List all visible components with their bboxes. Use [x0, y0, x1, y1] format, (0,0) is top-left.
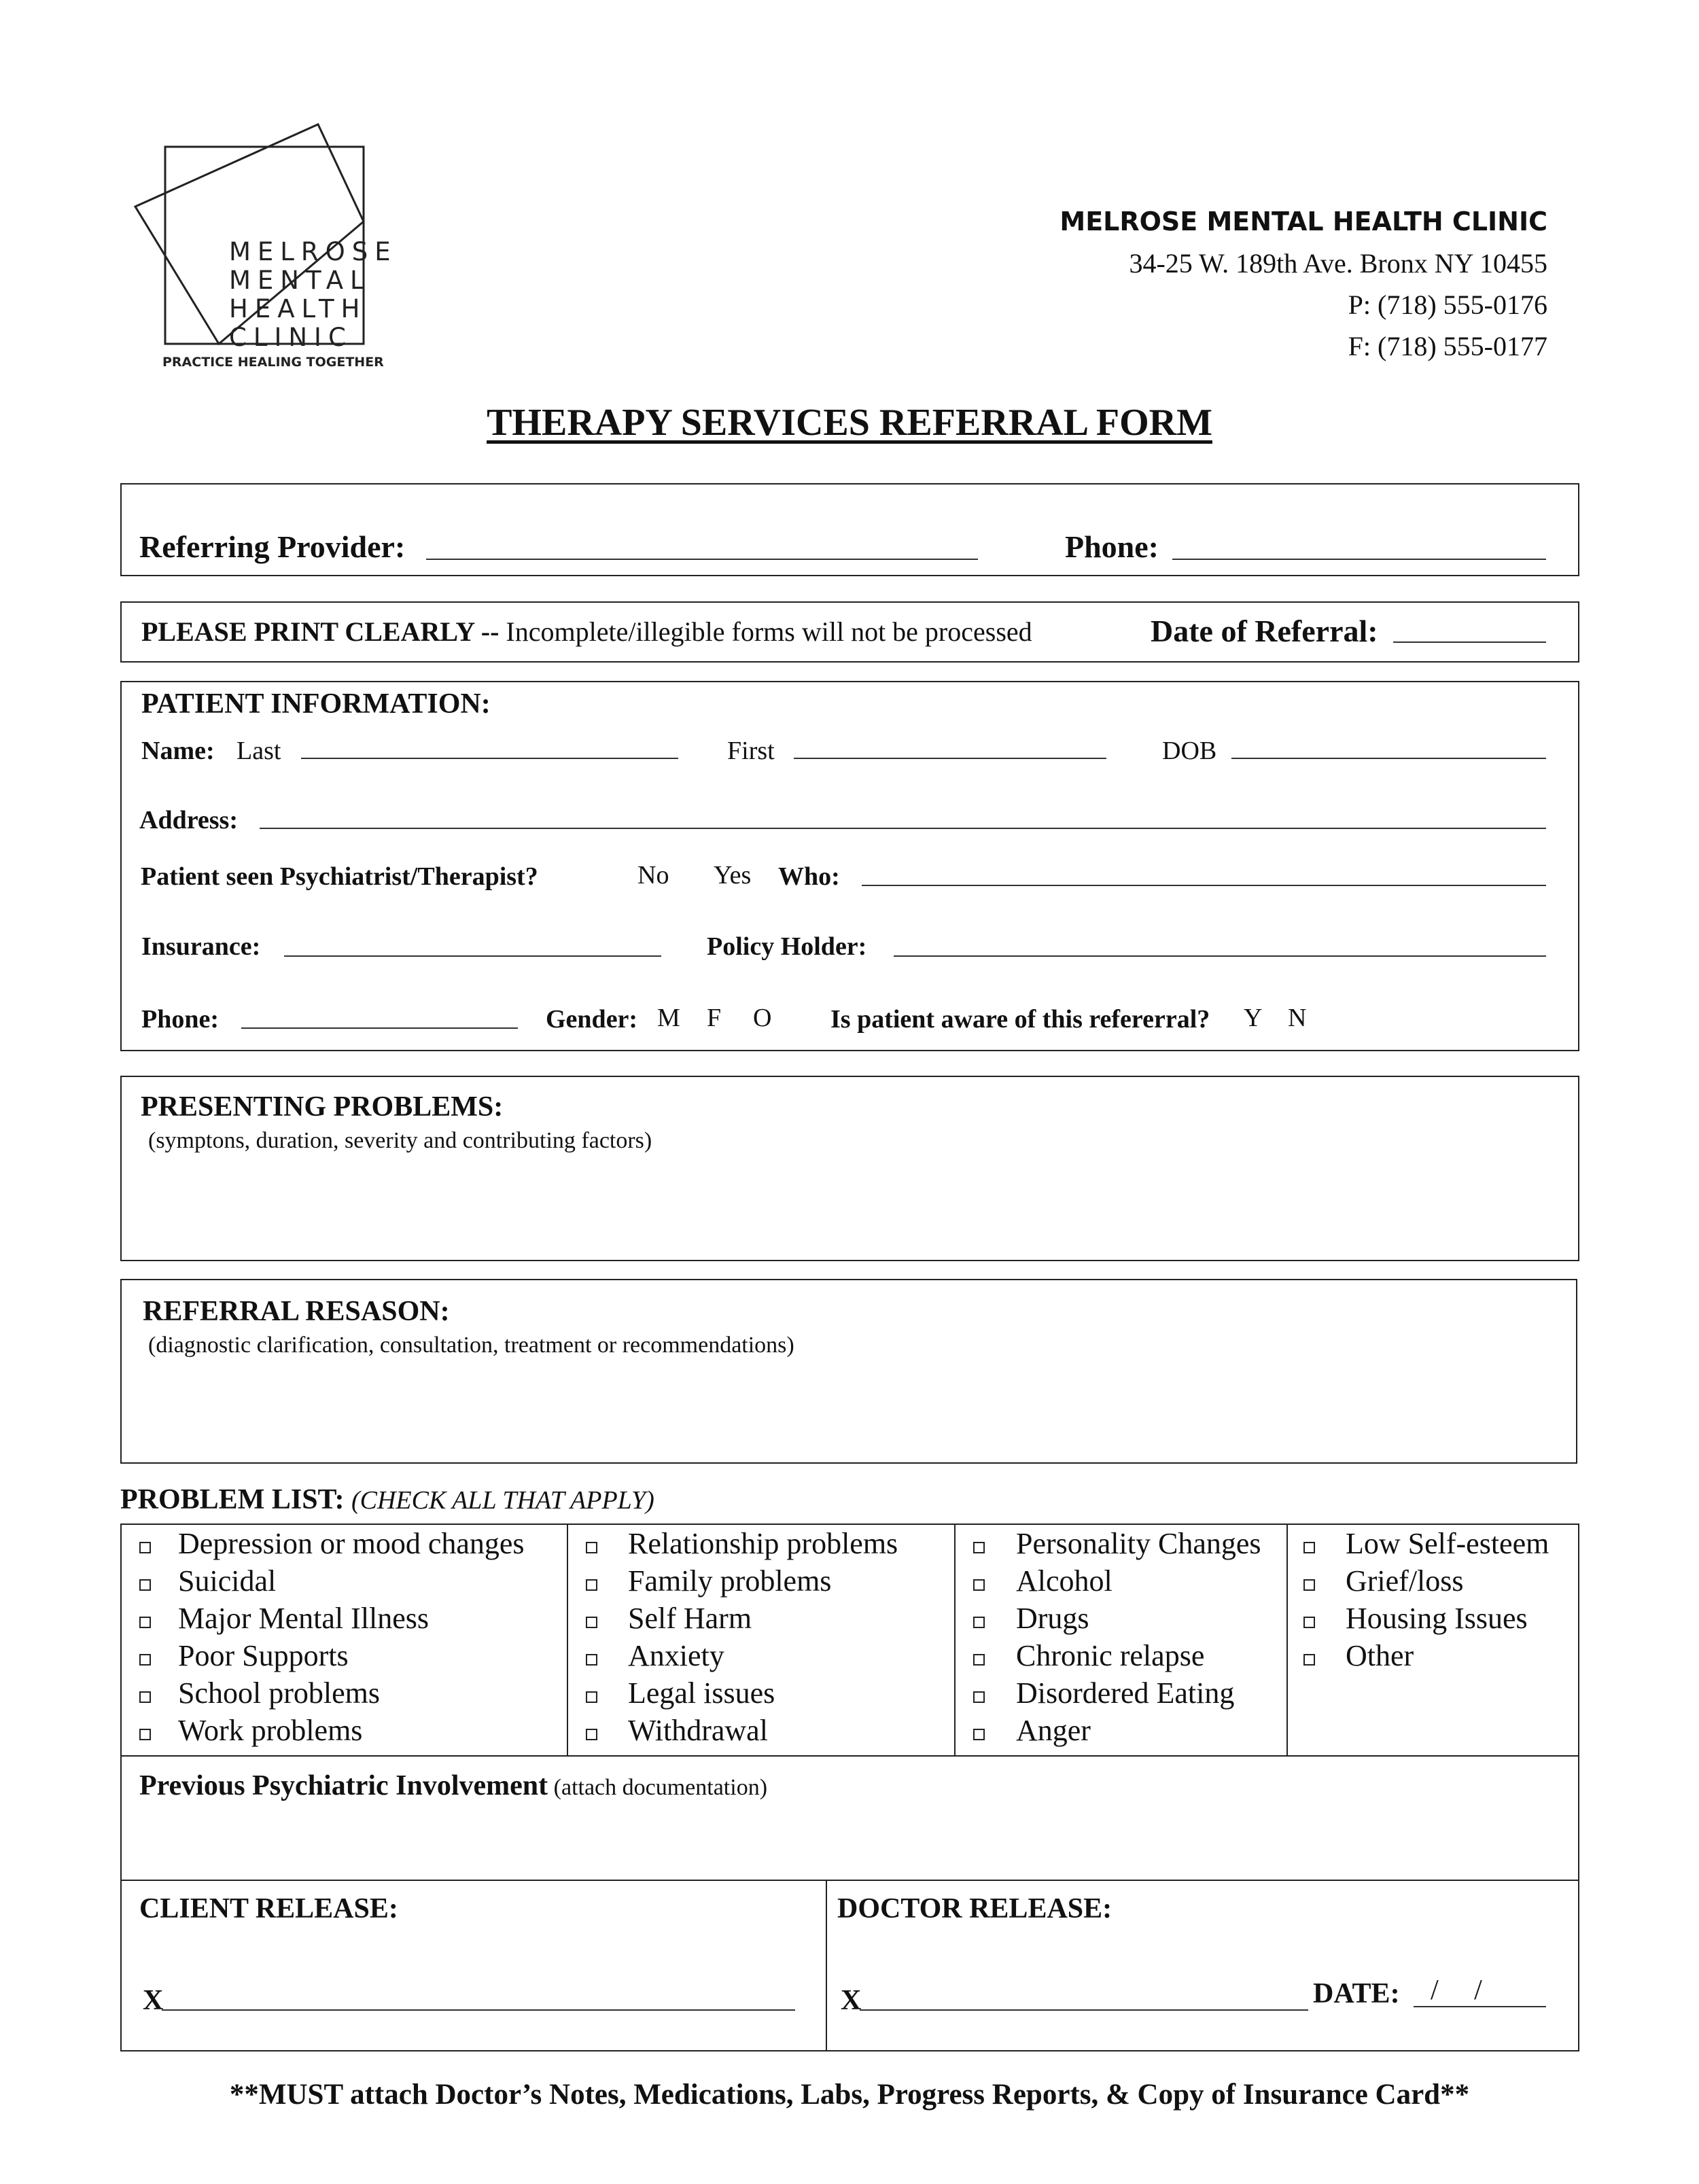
who-label: Who:	[778, 862, 840, 891]
problem-item: Family problems	[628, 1564, 832, 1598]
problem-item: Other	[1346, 1639, 1414, 1672]
clinic-logo	[133, 121, 398, 379]
problem-item: School problems	[178, 1676, 380, 1710]
problem-grid-divider-3	[1286, 1523, 1288, 1755]
logo-tagline: PRACTICE HEALING TOGETHER	[162, 355, 384, 370]
release-date-field[interactable]	[1414, 2006, 1546, 2007]
problem-item: Self Harm	[628, 1602, 752, 1635]
clinic-phone: P: (718) 555-0176	[1348, 289, 1547, 320]
seen-yes-option[interactable]: Yes	[714, 861, 752, 890]
problem-grid-bottom	[120, 1755, 1579, 1757]
policy-holder-field[interactable]	[894, 955, 1546, 957]
problem-item: Legal issues	[628, 1676, 775, 1710]
date-of-referral-label: Date of Referral:	[1151, 614, 1378, 648]
clinic-address: 34-25 W. 189th Ave. Bronx NY 10455	[1129, 248, 1547, 279]
problem-item: Drugs	[1016, 1602, 1089, 1635]
problem-grid-divider-2	[954, 1523, 956, 1755]
checkbox[interactable]	[973, 1729, 985, 1740]
checkbox[interactable]	[586, 1729, 597, 1740]
name-label: Name:	[141, 737, 215, 765]
who-field[interactable]	[862, 885, 1546, 886]
doctor-release-x: X	[841, 1985, 862, 2016]
patient-info-heading: PATIENT INFORMATION:	[141, 688, 491, 720]
checkbox[interactable]	[139, 1542, 151, 1553]
referring-provider-field[interactable]	[426, 559, 978, 560]
clinic-fax: F: (718) 555-0177	[1348, 331, 1547, 362]
client-signature-field[interactable]	[162, 2009, 795, 2011]
problem-item: Chronic relapse	[1016, 1639, 1205, 1672]
release-date-label: DATE:	[1313, 1978, 1400, 2009]
doctor-signature-field[interactable]	[860, 2009, 1308, 2011]
checkbox[interactable]	[1303, 1579, 1315, 1591]
logo-line-4: CLINIC	[229, 323, 353, 352]
problem-grid-left	[120, 1523, 122, 1755]
problem-item: Low Self-esteem	[1346, 1527, 1549, 1560]
clinic-info	[1059, 200, 1547, 367]
logo-line-3: HEALTH	[229, 294, 367, 323]
release-date-separators: / /	[1431, 1975, 1482, 2006]
checkbox[interactable]	[139, 1691, 151, 1703]
print-clearly-bold: PLEASE PRINT CLEARLY --	[141, 616, 500, 647]
patient-phone-field[interactable]	[241, 1027, 518, 1029]
address-label: Address:	[139, 806, 238, 834]
problem-item: Withdrawal	[628, 1714, 768, 1747]
checkbox[interactable]	[973, 1617, 985, 1628]
problem-item: Alcohol	[1016, 1564, 1113, 1598]
checkbox[interactable]	[139, 1654, 151, 1666]
checkbox[interactable]	[1303, 1654, 1315, 1666]
referral-reason-heading: REFERRAL RESASON:	[143, 1296, 450, 1327]
insurance-label: Insurance:	[141, 932, 261, 961]
first-name-field[interactable]	[794, 758, 1106, 759]
form-title: THERAPY SERVICES REFERRAL FORM	[487, 402, 1212, 444]
presenting-problems-heading: PRESENTING PROBLEMS:	[141, 1091, 504, 1123]
problem-item: Depression or mood changes	[178, 1527, 525, 1560]
last-name-label: Last	[237, 737, 281, 765]
problem-grid-divider-1	[567, 1523, 568, 1755]
aware-n-option[interactable]: N	[1288, 1004, 1307, 1032]
problem-item: Relationship problems	[628, 1527, 898, 1560]
referring-provider-label: Referring Provider:	[139, 529, 406, 564]
logo-line-2: MENTAL	[229, 266, 371, 295]
checkbox[interactable]	[139, 1617, 151, 1628]
checkbox[interactable]	[586, 1654, 597, 1666]
aware-y-option[interactable]: Y	[1244, 1004, 1263, 1032]
previous-involvement[interactable]	[139, 1769, 767, 1802]
problem-item: Suicidal	[178, 1564, 277, 1598]
patient-phone-label: Phone:	[141, 1005, 219, 1034]
problem-item: Grief/loss	[1346, 1564, 1464, 1598]
previous-involvement-label: Previous Psychiatric Involvement	[139, 1770, 548, 1801]
address-field[interactable]	[260, 828, 1546, 829]
problem-item: Housing Issues	[1346, 1602, 1528, 1635]
doctor-release-label: DOCTOR RELEASE:	[837, 1893, 1113, 1924]
gender-f-option[interactable]: F	[707, 1004, 722, 1032]
referring-phone-label: Phone:	[1065, 529, 1159, 564]
release-bottom	[120, 2050, 1579, 2051]
first-name-label: First	[727, 737, 775, 765]
dob-label: DOB	[1162, 737, 1217, 765]
checkbox[interactable]	[973, 1542, 985, 1553]
problem-item: Personality Changes	[1016, 1527, 1261, 1560]
gender-label: Gender:	[546, 1005, 638, 1034]
gender-m-option[interactable]: M	[657, 1004, 680, 1032]
patient-seen-label: Patient seen Psychiatrist/Therapist?	[141, 862, 538, 891]
date-of-referral-field[interactable]	[1393, 641, 1546, 643]
checkbox[interactable]	[139, 1729, 151, 1740]
print-clearly-text: Incomplete/illegible forms will not be processed	[499, 616, 1032, 647]
policy-holder-label: Policy Holder:	[707, 932, 867, 961]
problem-item: Major Mental Illness	[178, 1602, 430, 1635]
problem-grid-right	[1578, 1523, 1579, 1755]
client-release-label: CLIENT RELEASE:	[139, 1893, 398, 1924]
problem-item: Anxiety	[628, 1639, 724, 1672]
last-name-field[interactable]	[301, 758, 678, 759]
patient-aware-label: Is patient aware of this refererral?	[830, 1005, 1210, 1034]
problem-grid-top	[120, 1523, 1579, 1525]
problem-item: Anger	[1016, 1714, 1091, 1747]
checkbox[interactable]	[139, 1579, 151, 1591]
problem-list-heading	[120, 1483, 654, 1516]
problem-item: Disordered Eating	[1016, 1676, 1235, 1710]
problem-list-subtext: (CHECK ALL THAT APPLY)	[351, 1486, 654, 1515]
referring-phone-field[interactable]	[1172, 559, 1546, 560]
insurance-field[interactable]	[284, 955, 661, 957]
release-divider	[826, 1880, 827, 2050]
problem-list-label: PROBLEM LIST:	[120, 1484, 345, 1515]
checkbox[interactable]	[586, 1579, 597, 1591]
checkbox[interactable]	[973, 1654, 985, 1666]
logo-line-1: MELROSE	[229, 237, 398, 266]
referral-reason-subtext: (diagnostic clarification, consultation, treatment or recommendations)	[148, 1333, 794, 1358]
seen-no-option[interactable]: No	[637, 861, 669, 890]
checkbox[interactable]	[973, 1579, 985, 1591]
release-top	[120, 1880, 1579, 1881]
checkbox[interactable]	[586, 1691, 597, 1703]
previous-section-left	[120, 1755, 122, 2051]
dob-field[interactable]	[1231, 758, 1546, 759]
footer-attachment-note: **MUST attach Doctor’s Notes, Medications, Labs, Progress Reports, & Copy of Insurance Card**	[229, 2079, 1470, 2111]
checkbox[interactable]	[1303, 1617, 1315, 1628]
print-clearly-notice	[141, 616, 1032, 648]
clinic-name: MELROSE MENTAL HEALTH CLINIC	[1059, 207, 1547, 236]
presenting-problems-subtext: (symptons, duration, severity and contributing factors)	[148, 1128, 652, 1153]
checkbox[interactable]	[586, 1542, 597, 1553]
problem-item: Poor Supports	[178, 1639, 349, 1672]
checkbox[interactable]	[586, 1617, 597, 1628]
client-release-x: X	[143, 1985, 164, 2016]
checkbox[interactable]	[973, 1691, 985, 1703]
gender-o-option[interactable]: O	[753, 1004, 772, 1032]
problem-item: Work problems	[178, 1714, 363, 1747]
previous-involvement-subtext: (attach documentation)	[548, 1775, 768, 1800]
previous-section-right	[1578, 1755, 1579, 2051]
checkbox[interactable]	[1303, 1542, 1315, 1553]
